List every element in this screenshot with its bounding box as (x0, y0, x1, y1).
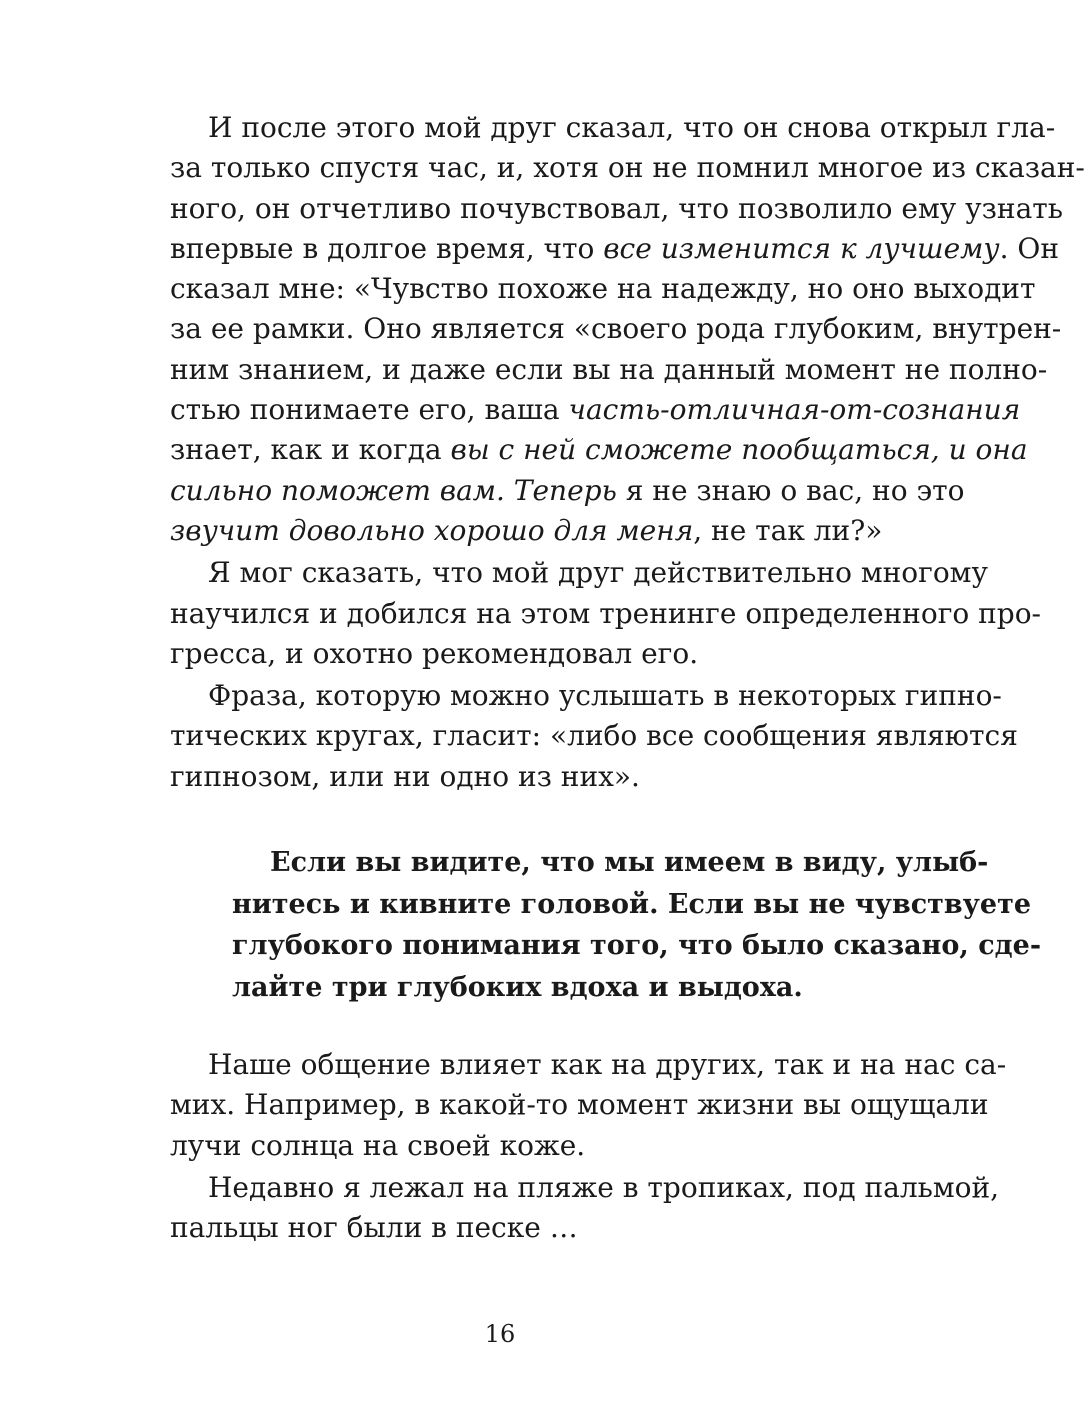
text-line: Наше общение влияет как на других, так и на нас са- (208, 1048, 1007, 1081)
callout-line: нитесь и кивните головой. Если вы не чувствуете (232, 888, 1032, 920)
paragraph-2 (170, 553, 1042, 674)
text-line: научился и добился на этом тренинге определенного про- (170, 596, 1042, 630)
text-line (170, 229, 1060, 269)
text-line: гипнозом, или ни одно из них». (170, 759, 640, 793)
page-number: 16 (484, 1320, 516, 1348)
italic-emphasis: часть-отличная-от-сознания (568, 393, 1021, 427)
text-line (170, 471, 965, 511)
text-line: пальцы ног были в песке … (170, 1211, 578, 1245)
text-line: Недавно я лежал на пляже в тропиках, под пальмой, (208, 1170, 1000, 1204)
text-run: , не так ли?» (693, 513, 883, 547)
text-line: за ее рамки. Оно является «своего рода глубоким, внутрен- (170, 312, 1062, 346)
text-run: стью понимаете его, ваша (170, 393, 569, 427)
text-line: Фраза, которую можно услышать в некоторых гипно- (208, 679, 1002, 713)
text-run: впервые в долгое время, что (170, 231, 604, 265)
italic-emphasis: звучит довольно хорошо для меня (170, 513, 694, 547)
callout-line: лайте три глубоких вдоха и выдоха. (232, 971, 803, 1003)
text-line (170, 390, 1021, 430)
text-line: ного, он отчетливо почувствовал, что позволило ему узнать (170, 191, 1063, 225)
callout-line: глубокого понимания того, что было сказано, сде- (232, 930, 1042, 961)
main-text-block (170, 108, 1085, 797)
text-line: гресса, и охотно рекомендовал его. (170, 636, 699, 670)
italic-emphasis: вы с ней сможете пообщаться, и она (450, 433, 1028, 467)
text-line: ним знанием, и даже если вы на данный момент не полно- (170, 352, 1048, 386)
closing-text-block (170, 1045, 1007, 1248)
text-line: за только спустя час, и, хотя он не помнил многое из сказан- (170, 151, 1085, 185)
text-line: Я мог сказать, что мой друг действительно многому (208, 556, 988, 590)
callout-line: Если вы видите, что мы имеем в виду, улыб- (270, 847, 989, 878)
text-line: тических кругах, гласит: «либо все сообщения являются (170, 719, 1018, 753)
paragraph-4 (170, 1045, 1007, 1166)
paragraph-5 (170, 1168, 1000, 1249)
paragraph-1 (170, 108, 1085, 551)
text-run: я не знаю о вас, но это (616, 473, 965, 507)
paragraph-3 (170, 676, 1018, 797)
bold-callout (232, 842, 1042, 1008)
text-line (170, 511, 900, 551)
italic-emphasis: сильно поможет вам. Теперь (170, 473, 617, 507)
text-run: . Он (999, 231, 1060, 265)
text-line: И после этого мой друг сказал, что он снова открыл гла- (208, 111, 1056, 144)
text-line (170, 430, 1028, 470)
text-line: лучи солнца на своей коже. (170, 1128, 586, 1162)
italic-emphasis: все изменится к лучшему (603, 231, 1000, 265)
text-run: знает, как и когда (170, 433, 451, 467)
text-line: сказал мне: «Чувство похоже на надежду, но оно выходит (170, 272, 1036, 306)
text-line: мих. Например, в какой-то момент жизни вы ощущали (170, 1088, 989, 1122)
